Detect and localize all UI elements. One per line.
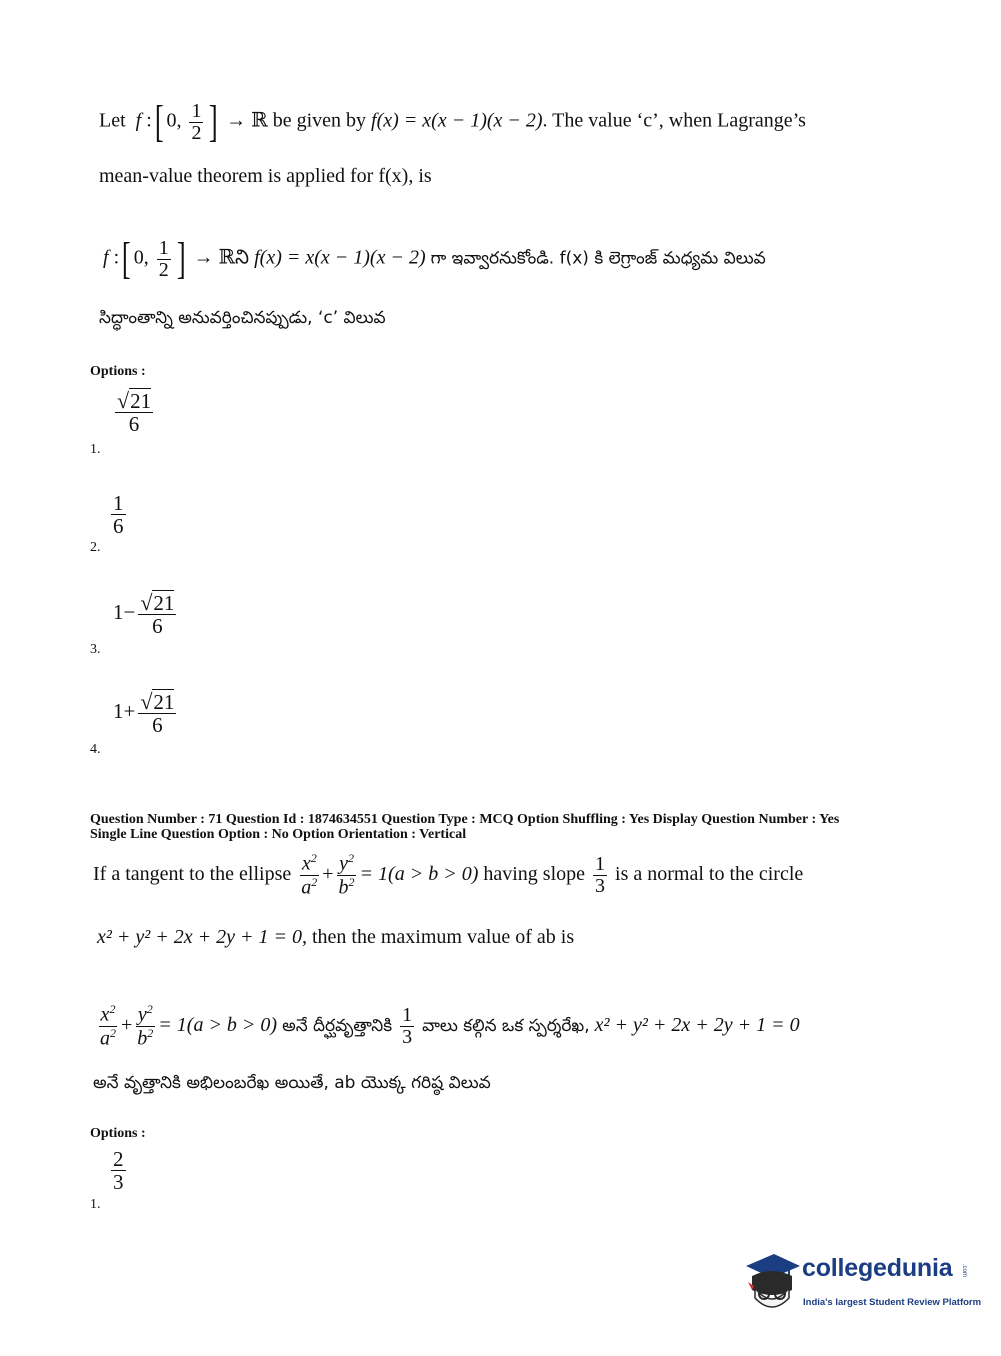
q71-en-mid: having slope — [483, 862, 586, 885]
q70-te-tail: గా ఇవ్వారనుకోండి. f(x) కి లెగ్రాంజ్ మధ్యమ విలువ — [430, 248, 766, 269]
q71-te-mid: అనే దీర్ఘవృత్తానికి — [282, 1015, 393, 1036]
logo-com: .com — [961, 1264, 967, 1278]
q71-meta-line1: Question Number : 71 Question Id : 1874634551 Question Type : MCQ Option Shuffling : Yes Display Question Number : Yes — [90, 812, 840, 827]
q71-option-1[interactable] — [108, 1148, 129, 1193]
q70-english-line1: Let f :[ 0, $\frac{1}{2}$ ] → ℝ be given by f(x) = x(x − 1)(x − 2). The value ‘c’, when Lagrange’s — [99, 97, 806, 146]
q70-option-1-numerator: 21 — [130, 389, 152, 413]
q70-option-4-number: 4. — [90, 742, 101, 757]
logo-tagline: India's largest Student Review Platform — [803, 1297, 982, 1308]
q70-option-1-denominator: 6 — [128, 412, 140, 437]
q71-telugu-line1: $\frac{x^2}{a^2}$ + $\frac{y^2}{b^2}$ = 1(a > b > 0) అనే దీర్ఘవృత్తానికి $\frac{1}{3}$ వాలు కల్గిన ఒక స్పర్శరేఖ, x² + y² + 2x + 2y + 1 = 0 — [100, 1002, 800, 1050]
q70-en-prefix: Let — [99, 109, 126, 132]
logo-wordmark: collegedunia — [802, 1254, 953, 1282]
q71-telugu-line2: అనే వృత్తానికి అభిలంబరేఖ అయితే, ab యొక్క గరిష్ఠ విలువ — [93, 1073, 491, 1093]
q71-option-1-numerator: 2 — [113, 1147, 124, 1171]
q70-option-4[interactable]: 1+ $\frac{√21}{6}$ — [113, 689, 175, 738]
q71-en-line2-suffix: , then the maximum value of ab is — [301, 926, 575, 948]
q70-option-4-denominator: 6 — [152, 713, 163, 738]
q71-te-tail: వాలు కల్గిన ఒక స్పర్శరేఖ, — [422, 1015, 590, 1036]
q70-english-line2: mean-value theorem is applied for f(x), is — [99, 165, 432, 187]
q70-option-2-numerator: 1 — [113, 491, 124, 515]
q70-option-2-number: 2. — [90, 540, 101, 555]
q70-option-2-denominator: 6 — [113, 514, 124, 539]
q70-option-3[interactable]: 1− $\frac{√21}{6}$ — [113, 590, 175, 639]
q71-en-prefix: If a tangent to the ellipse — [93, 862, 292, 885]
q71-english-line1: If a tangent to the ellipse $\frac{x^2}{a^2}$ + $\frac{y^2}{b^2}$ = 1(a > b > 0) having slope $\frac{1}{3}$ is a normal to the circle — [93, 851, 804, 899]
q70-option-1-number: 1. — [90, 442, 101, 457]
q70-option-2[interactable] — [108, 492, 129, 537]
q70-option-4-lead: 1+ — [113, 698, 136, 723]
q71-option-1-denominator: 3 — [113, 1170, 124, 1195]
q71-en-circle-eq: x² + y² + 2x + 2y + 1 = 0 — [97, 926, 302, 948]
q71-en-condition: = 1(a > b > 0) — [359, 862, 479, 885]
q70-option-3-numerator: 21 — [153, 591, 175, 615]
q71-en-suffix: is a normal to the circle — [615, 862, 804, 885]
q70-te-func: f(x) = x(x − 1)(x − 2) — [254, 246, 426, 269]
q71-meta-line2: Single Line Question Option : No Option Orientation : Vertical — [90, 827, 467, 842]
collegedunia-logo — [742, 1250, 982, 1320]
q70-option-3-number: 3. — [90, 642, 101, 657]
q70-telugu-line2: సిద్ధాంతాన్ని అనువర్తించినప్పుడు, ‘c’ విలువ — [99, 308, 386, 328]
q71-te-circle-eq: x² + y² + 2x + 2y + 1 = 0 — [594, 1013, 800, 1036]
q71-option-1-number: 1. — [90, 1197, 101, 1212]
q71-english-line2 — [97, 927, 574, 947]
q70-en-func: f(x) = x(x − 1)(x − 2) — [371, 109, 543, 132]
q70-option-3-denominator: 6 — [152, 614, 163, 639]
q70-en-mid: be given by — [272, 109, 367, 132]
q70-telugu-line1: f :[ 0, $\frac{1}{2}$ ] → ℝని f(x) = x(x − 1)(x − 2) గా ఇవ్వారనుకోండి. f(x) కి లెగ్రాంజ్ మధ్యమ విలువ — [103, 234, 766, 283]
q70-options-label: Options : — [90, 364, 146, 379]
q70-option-1[interactable]: $\frac{√21}{6}$ — [117, 388, 152, 437]
q70-en-suffix: . The value ‘c’, when Lagrange’s — [542, 109, 806, 132]
q71-te-condition: = 1(a > b > 0) — [158, 1013, 278, 1036]
q70-option-4-numerator: 21 — [153, 690, 175, 714]
q70-option-3-lead: 1− — [113, 599, 136, 624]
q71-options-label: Options : — [90, 1126, 146, 1141]
mascot-icon — [742, 1250, 802, 1316]
